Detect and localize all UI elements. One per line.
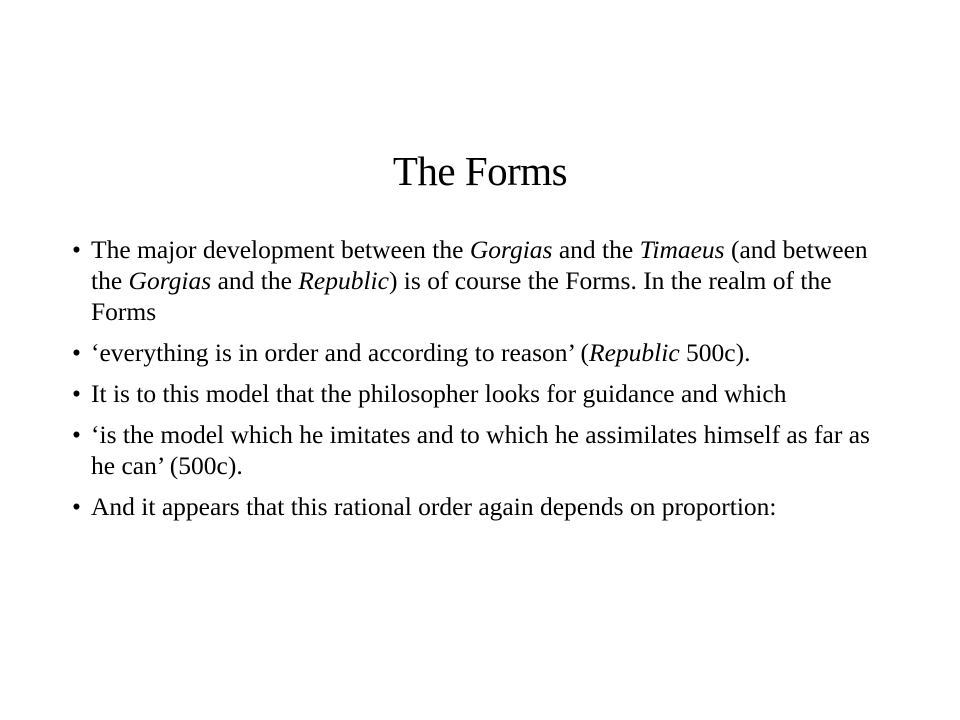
bullet-text-segment: (and between the — [91, 235, 868, 295]
bullet-item — [72, 491, 892, 522]
bullet-text — [91, 338, 750, 367]
bullet-text-italic-segment: Timaeus — [639, 235, 725, 264]
bullet-item — [72, 234, 892, 327]
bullet-text — [91, 492, 777, 521]
bullet-text-segment: 500c). — [679, 338, 751, 367]
bullet-text-italic-segment: Gorgias — [469, 235, 553, 264]
bullet-list — [72, 234, 892, 532]
bullet-text-segment: and the — [211, 266, 299, 295]
bullet-text — [91, 379, 786, 408]
bullet-marker: • — [72, 379, 81, 408]
bullet-item — [72, 419, 892, 481]
slide-title: The Forms — [392, 148, 568, 194]
bullet-marker: • — [72, 235, 81, 264]
bullet-item — [72, 378, 892, 409]
bullet-text-segment: The major development between the — [91, 235, 470, 264]
bullet-marker: • — [72, 492, 81, 521]
bullet-text-italic-segment: Gorgias — [128, 266, 212, 295]
bullet-item — [72, 337, 892, 368]
bullet-text-segment: and the — [552, 235, 640, 264]
bullet-text-segment: ‘is the model which he imitates and to which he assimilates himself as far as he can’ (500c). — [91, 420, 870, 480]
bullet-text-italic-segment: Republic — [298, 266, 389, 295]
bullet-text-segment: And it appears that this rational order again depends on proportion: — [91, 492, 777, 521]
bullet-text-segment: ) is of course the Forms. In the realm of the Forms — [91, 266, 832, 326]
bullet-text — [91, 235, 868, 326]
bullet-text-italic-segment: Republic — [589, 338, 680, 367]
bullet-text-segment: ‘everything is in order and according to reason’ ( — [91, 338, 590, 367]
bullet-marker: • — [72, 420, 81, 449]
bullet-text-segment: It is to this model that the philosopher looks for guidance and which — [91, 379, 787, 408]
bullet-text — [91, 420, 870, 480]
bullet-marker: • — [72, 338, 81, 367]
